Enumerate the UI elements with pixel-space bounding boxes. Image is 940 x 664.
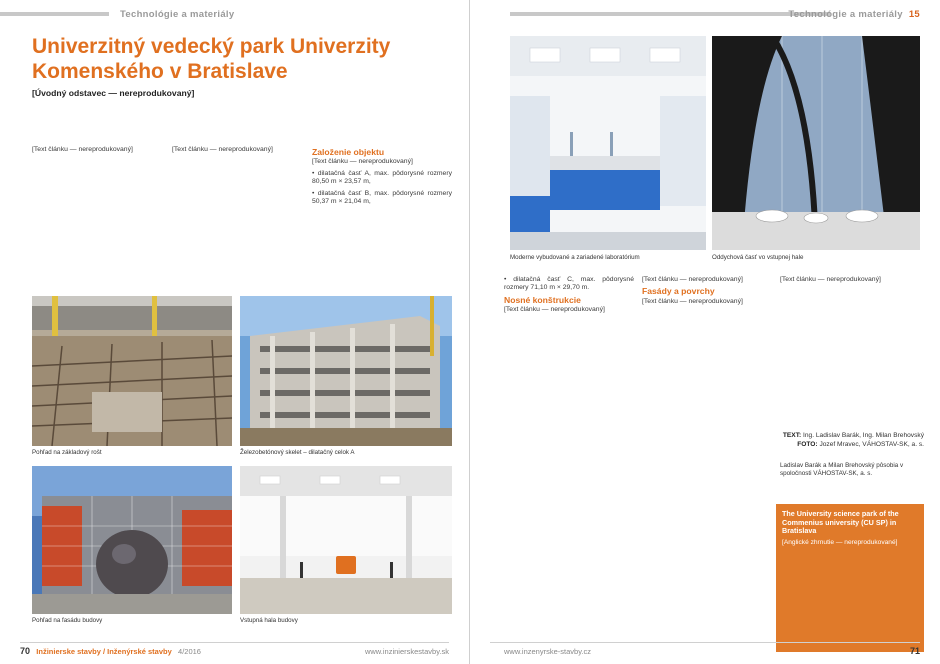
- column-paragraph: [Text článku — nereprodukovaný]: [172, 146, 273, 153]
- footer-right: [910, 646, 920, 656]
- credits-text-line: TEXT: Ing. Ladislav Barák, Ing. Milan Brehovský: [782, 432, 924, 439]
- article-lead: [Úvodný odstavec — nereprodukovaný]: [32, 88, 195, 98]
- header-rule: [0, 12, 109, 16]
- text-column-3: [312, 146, 452, 209]
- section-name: Technológie a materiály: [788, 9, 903, 20]
- photo-concrete-frame: [240, 296, 452, 446]
- photo-facade: [32, 466, 232, 614]
- text-column-1: [32, 146, 162, 157]
- column-paragraph: [Text článku — nereprodukovaný]: [312, 158, 413, 166]
- page-number: 71: [909, 646, 920, 656]
- section-tag-right: [788, 9, 920, 20]
- subheading-load-bearing: Nosné konštrukcie: [504, 294, 581, 305]
- footer-url-left[interactable]: www.inzinierskestavby.sk: [364, 647, 449, 656]
- column-paragraph: [Text článku — nereprodukovaný]: [504, 306, 605, 314]
- caption-concrete-frame: Železobetónový skelet – dilatačný celok A: [240, 449, 355, 456]
- subheading-foundation: Založenie objektu: [312, 147, 385, 157]
- caption-laboratory: Moderne vybudované a zariadené laboratórium: [510, 254, 640, 261]
- list-item: • dilatačná časť C, max. pôdorysné rozmery 71,10 m × 29,70 m.: [504, 276, 634, 293]
- column-paragraph: [Text článku — nereprodukovaný]: [642, 297, 743, 305]
- author-note: Ladislav Barák a Milan Brehovský pôsobia v spoločnosti VÁHOSTAV-SK, a. s.: [780, 462, 904, 477]
- subheading-facades: Fasády a povrchy: [642, 286, 715, 297]
- list-item: • dilatačná časť A, max. pôdorysné rozmery 80,50 m × 23,57 m,: [312, 170, 452, 187]
- footer-rule: [490, 642, 920, 643]
- caption-lounge: Oddychová časť vo vstupnej hale: [712, 254, 804, 261]
- magazine-name: Inžinierske stavby / Inženýrské stavby: [36, 647, 172, 656]
- right-page: [470, 0, 940, 664]
- column-paragraph: [Text článku — nereprodukovaný]: [642, 276, 743, 283]
- list-item: • dilatačná časť B, max. pôdorysné rozmery 50,37 m × 21,04 m,: [312, 190, 452, 207]
- photo-lounge: [712, 36, 920, 250]
- footer-left: [20, 646, 201, 656]
- section-tag: Technológie a materiály: [120, 9, 235, 20]
- column-paragraph: [Text článku — nereprodukovaný]: [32, 146, 133, 153]
- credits: [780, 432, 924, 449]
- page-number: 70: [20, 646, 31, 656]
- header-page-number: 15: [908, 9, 920, 20]
- issue-number: 4/2016: [178, 647, 201, 656]
- photo-laboratory: [510, 36, 706, 250]
- caption-entrance-hall: Vstupná hala budovy: [240, 617, 298, 624]
- footer-rule: [20, 642, 449, 643]
- text-column-r1: [504, 276, 634, 318]
- text-column-r3: [780, 276, 924, 287]
- summary-title: The University science park of the Commenius university (CU SP) in Bratislava: [782, 509, 899, 536]
- credits-foto-line: FOTO: Jozef Mravec, VÁHOSTAV-SK, a. s.: [797, 440, 924, 448]
- text-column-r2: [642, 276, 772, 309]
- photo-entrance-hall: [240, 466, 452, 614]
- footer-url-right[interactable]: www.inzenyrske-stavby.cz: [504, 647, 591, 656]
- photo-foundation-pit: [32, 296, 232, 446]
- column-paragraph: [Text článku — nereprodukovaný]: [780, 276, 881, 283]
- english-summary-box: [776, 504, 924, 652]
- caption-facade: Pohľad na fasádu budovy: [32, 617, 103, 624]
- summary-text: [Anglické zhrnutie — nereprodukované]: [782, 538, 898, 546]
- caption-foundation-pit: Pohľad na základový rošt: [32, 449, 102, 456]
- header-rule: [510, 12, 830, 16]
- article-title: Univerzitný vedecký park Univerzity Komenského v Bratislave: [32, 35, 391, 83]
- text-column-2: [172, 146, 302, 157]
